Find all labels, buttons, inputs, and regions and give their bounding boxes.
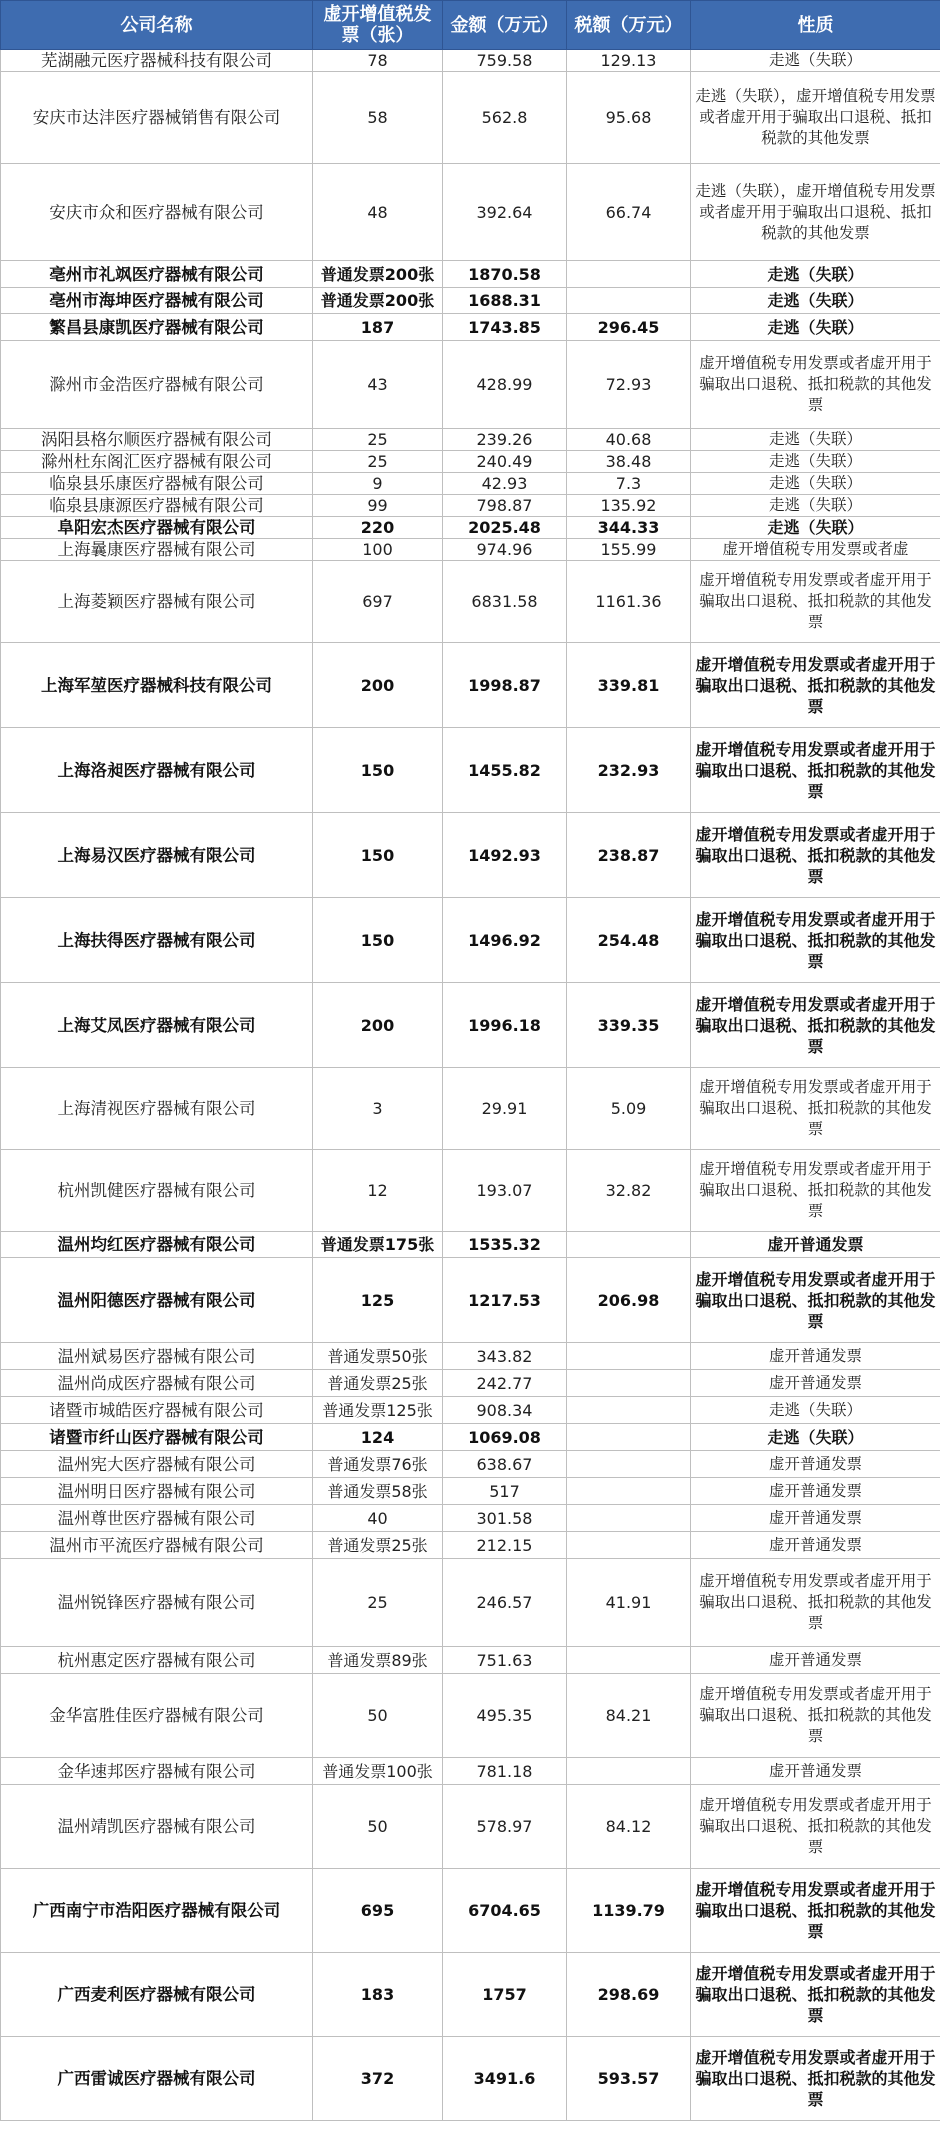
invoices-cell: 25 <box>313 429 443 451</box>
table-row <box>1 2037 940 2121</box>
tax-cell: 72.93 <box>567 341 691 429</box>
amount-cell: 1870.58 <box>443 261 567 288</box>
table-row <box>1 813 940 898</box>
table-row <box>1 473 940 495</box>
amount-cell: 212.15 <box>443 1532 567 1559</box>
tax-cell: 41.91 <box>567 1559 691 1647</box>
nature-cell: 走逃（失联） <box>691 50 940 72</box>
nature-cell: 虚开普通发票 <box>691 1505 940 1532</box>
amount-cell: 301.58 <box>443 1505 567 1532</box>
tax-cell: 129.13 <box>567 50 691 72</box>
table-row <box>1 1505 940 1532</box>
invoices-cell: 124 <box>313 1424 443 1451</box>
nature-cell: 走逃（失联），虚开增值税专用发票或者虚开用于骗取出口退税、抵扣税款的其他发票 <box>691 164 940 261</box>
amount-cell: 193.07 <box>443 1150 567 1232</box>
amount-cell: 1688.31 <box>443 288 567 314</box>
nature-cell: 虚开增值税专用发票或者虚开用于骗取出口退税、抵扣税款的其他发票 <box>691 813 940 898</box>
nature-cell: 走逃（失联），虚开增值税专用发票或者虚开用于骗取出口退税、抵扣税款的其他发票 <box>691 72 940 164</box>
company-cell: 温州斌易医疗器械有限公司 <box>1 1343 313 1370</box>
company-cell: 上海扶得医疗器械有限公司 <box>1 898 313 983</box>
tax-cell: 339.81 <box>567 643 691 728</box>
table-row <box>1 288 940 314</box>
invoices-cell: 150 <box>313 728 443 813</box>
company-cell: 安庆市众和医疗器械有限公司 <box>1 164 313 261</box>
invoices-cell: 200 <box>313 643 443 728</box>
nature-cell: 走逃（失联） <box>691 261 940 288</box>
amount-cell: 6704.65 <box>443 1869 567 1953</box>
tax-cell: 1139.79 <box>567 1869 691 1953</box>
amount-cell: 1217.53 <box>443 1258 567 1343</box>
header-invoices: 虚开增值税发票（张） <box>313 1 443 50</box>
table-row <box>1 1532 940 1559</box>
header-row <box>1 1 940 50</box>
nature-cell: 虚开增值税专用发票或者虚开用于骗取出口退税、抵扣税款的其他发票 <box>691 983 940 1068</box>
tax-cell: 238.87 <box>567 813 691 898</box>
amount-cell: 1996.18 <box>443 983 567 1068</box>
amount-cell: 1069.08 <box>443 1424 567 1451</box>
invoices-cell: 150 <box>313 813 443 898</box>
table-row <box>1 495 940 517</box>
amount-cell: 29.91 <box>443 1068 567 1150</box>
nature-cell: 走逃（失联） <box>691 473 940 495</box>
invoices-cell: 100 <box>313 539 443 561</box>
table-row <box>1 1068 940 1150</box>
invoices-cell: 697 <box>313 561 443 643</box>
company-cell: 金华速邦医疗器械有限公司 <box>1 1758 313 1785</box>
invoices-cell: 50 <box>313 1674 443 1758</box>
tax-cell <box>567 261 691 288</box>
tax-cell: 298.69 <box>567 1953 691 2037</box>
invoices-cell: 12 <box>313 1150 443 1232</box>
invoices-cell: 183 <box>313 1953 443 2037</box>
nature-cell: 虚开增值税专用发票或者虚开用于骗取出口退税、抵扣税款的其他发票 <box>691 1869 940 1953</box>
amount-cell: 1743.85 <box>443 314 567 341</box>
nature-cell: 虚开增值税专用发票或者虚开用于骗取出口退税、抵扣税款的其他发票 <box>691 1068 940 1150</box>
nature-cell: 虚开增值税专用发票或者虚开用于骗取出口退税、抵扣税款的其他发票 <box>691 2037 940 2121</box>
company-cell: 阜阳宏杰医疗器械有限公司 <box>1 517 313 539</box>
tax-cell <box>567 1370 691 1397</box>
tax-cell: 5.09 <box>567 1068 691 1150</box>
table-row <box>1 261 940 288</box>
company-cell: 滁州市金浩医疗器械有限公司 <box>1 341 313 429</box>
nature-cell: 走逃（失联） <box>691 451 940 473</box>
table-row <box>1 983 940 1068</box>
company-cell: 广西麦利医疗器械有限公司 <box>1 1953 313 2037</box>
company-cell: 上海清视医疗器械有限公司 <box>1 1068 313 1150</box>
nature-cell: 虚开增值税专用发票或者虚开用于骗取出口退税、抵扣税款的其他发票 <box>691 1150 940 1232</box>
tax-cell: 206.98 <box>567 1258 691 1343</box>
nature-cell: 虚开普通发票 <box>691 1647 940 1674</box>
table-row <box>1 72 940 164</box>
tax-cell: 38.48 <box>567 451 691 473</box>
invoices-cell: 99 <box>313 495 443 517</box>
company-cell: 温州宪大医疗器械有限公司 <box>1 1451 313 1478</box>
company-cell: 温州锐锋医疗器械有限公司 <box>1 1559 313 1647</box>
amount-cell: 908.34 <box>443 1397 567 1424</box>
tax-cell <box>567 1451 691 1478</box>
amount-cell: 42.93 <box>443 473 567 495</box>
table-row <box>1 1478 940 1505</box>
nature-cell: 虚开增值税专用发票或者虚开用于骗取出口退税、抵扣税款的其他发票 <box>691 1258 940 1343</box>
table-row <box>1 1559 940 1647</box>
table-row <box>1 898 940 983</box>
nature-cell: 虚开增值税专用发票或者虚开用于骗取出口退税、抵扣税款的其他发票 <box>691 728 940 813</box>
company-cell: 杭州惠定医疗器械有限公司 <box>1 1647 313 1674</box>
invoices-cell: 普通发票76张 <box>313 1451 443 1478</box>
tax-cell <box>567 1647 691 1674</box>
nature-cell: 走逃（失联） <box>691 429 940 451</box>
nature-cell: 虚开普通发票 <box>691 1370 940 1397</box>
company-cell: 温州靖凯医疗器械有限公司 <box>1 1785 313 1869</box>
company-cell: 上海易汉医疗器械有限公司 <box>1 813 313 898</box>
tax-cell: 232.93 <box>567 728 691 813</box>
company-cell: 温州明日医疗器械有限公司 <box>1 1478 313 1505</box>
company-cell: 温州阳德医疗器械有限公司 <box>1 1258 313 1343</box>
amount-cell: 3491.6 <box>443 2037 567 2121</box>
table-row <box>1 50 940 72</box>
nature-cell: 虚开增值税专用发票或者虚开用于骗取出口退税、抵扣税款的其他发票 <box>691 1559 940 1647</box>
amount-cell: 428.99 <box>443 341 567 429</box>
invoices-cell: 普通发票100张 <box>313 1758 443 1785</box>
tax-cell: 84.21 <box>567 1674 691 1758</box>
invoices-cell: 40 <box>313 1505 443 1532</box>
company-cell: 诸暨市纤山医疗器械有限公司 <box>1 1424 313 1451</box>
table-row <box>1 429 940 451</box>
company-cell: 杭州凯健医疗器械有限公司 <box>1 1150 313 1232</box>
nature-cell: 虚开普通发票 <box>691 1532 940 1559</box>
table-row <box>1 539 940 561</box>
invoices-cell: 普通发票89张 <box>313 1647 443 1674</box>
amount-cell: 242.77 <box>443 1370 567 1397</box>
nature-cell: 虚开普通发票 <box>691 1451 940 1478</box>
company-cell: 芜湖融元医疗器械科技有限公司 <box>1 50 313 72</box>
company-cell: 亳州市礼飒医疗器械有限公司 <box>1 261 313 288</box>
company-cell: 上海菱颖医疗器械有限公司 <box>1 561 313 643</box>
invoices-cell: 78 <box>313 50 443 72</box>
tax-cell: 66.74 <box>567 164 691 261</box>
header-nature: 性质 <box>691 1 940 50</box>
invoices-cell: 372 <box>313 2037 443 2121</box>
nature-cell: 虚开增值税专用发票或者虚开用于骗取出口退税、抵扣税款的其他发票 <box>691 1953 940 2037</box>
amount-cell: 495.35 <box>443 1674 567 1758</box>
table-row <box>1 164 940 261</box>
invoices-cell: 25 <box>313 1559 443 1647</box>
company-cell: 上海曩康医疗器械有限公司 <box>1 539 313 561</box>
tax-cell: 40.68 <box>567 429 691 451</box>
table-row <box>1 314 940 341</box>
amount-cell: 759.58 <box>443 50 567 72</box>
invoices-cell: 43 <box>313 341 443 429</box>
nature-cell: 走逃（失联） <box>691 495 940 517</box>
table-row <box>1 451 940 473</box>
nature-cell: 走逃（失联） <box>691 1397 940 1424</box>
amount-cell: 2025.48 <box>443 517 567 539</box>
tax-cell: 84.12 <box>567 1785 691 1869</box>
nature-cell: 走逃（失联） <box>691 288 940 314</box>
nature-cell: 虚开增值税专用发票或者虚开用于骗取出口退税、抵扣税款的其他发票 <box>691 1674 940 1758</box>
invoices-cell: 普通发票50张 <box>313 1343 443 1370</box>
nature-cell: 虚开增值税专用发票或者虚开用于骗取出口退税、抵扣税款的其他发票 <box>691 561 940 643</box>
invoices-cell: 普通发票200张 <box>313 288 443 314</box>
nature-cell: 走逃（失联） <box>691 517 940 539</box>
table-row <box>1 1674 940 1758</box>
invoices-cell: 695 <box>313 1869 443 1953</box>
tax-cell: 344.33 <box>567 517 691 539</box>
company-cell: 上海艾凤医疗器械有限公司 <box>1 983 313 1068</box>
invoices-cell: 25 <box>313 451 443 473</box>
tax-cell <box>567 1397 691 1424</box>
tax-cell: 296.45 <box>567 314 691 341</box>
table-row <box>1 1451 940 1478</box>
amount-cell: 517 <box>443 1478 567 1505</box>
table-row <box>1 643 940 728</box>
tax-cell <box>567 1505 691 1532</box>
company-cell: 广西南宁市浩阳医疗器械有限公司 <box>1 1869 313 1953</box>
nature-cell: 虚开增值税专用发票或者虚开用于骗取出口退税、抵扣税款的其他发票 <box>691 898 940 983</box>
invoices-cell: 3 <box>313 1068 443 1150</box>
company-cell: 滁州杜东阁汇医疗器械有限公司 <box>1 451 313 473</box>
amount-cell: 1535.32 <box>443 1232 567 1258</box>
table-row <box>1 1647 940 1674</box>
invoices-cell: 50 <box>313 1785 443 1869</box>
company-cell: 繁昌县康凯医疗器械有限公司 <box>1 314 313 341</box>
invoices-cell: 普通发票200张 <box>313 261 443 288</box>
amount-cell: 798.87 <box>443 495 567 517</box>
amount-cell: 246.57 <box>443 1559 567 1647</box>
company-cell: 安庆市达沣医疗器械销售有限公司 <box>1 72 313 164</box>
invoices-cell: 普通发票25张 <box>313 1370 443 1397</box>
nature-cell: 虚开普通发票 <box>691 1758 940 1785</box>
amount-cell: 562.8 <box>443 72 567 164</box>
company-cell: 温州尚成医疗器械有限公司 <box>1 1370 313 1397</box>
header-tax: 税额（万元） <box>567 1 691 50</box>
tax-cell: 1161.36 <box>567 561 691 643</box>
tax-cell: 155.99 <box>567 539 691 561</box>
invoices-cell: 普通发票58张 <box>313 1478 443 1505</box>
tax-cell: 339.35 <box>567 983 691 1068</box>
amount-cell: 1492.93 <box>443 813 567 898</box>
nature-cell: 虚开增值税专用发票或者虚开用于骗取出口退税、抵扣税款的其他发票 <box>691 643 940 728</box>
table-row <box>1 1343 940 1370</box>
header-company: 公司名称 <box>1 1 313 50</box>
table-row <box>1 1258 940 1343</box>
table-row <box>1 1785 940 1869</box>
tax-cell <box>567 288 691 314</box>
company-cell: 亳州市海坤医疗器械有限公司 <box>1 288 313 314</box>
nature-cell: 走逃（失联） <box>691 314 940 341</box>
amount-cell: 578.97 <box>443 1785 567 1869</box>
table-row <box>1 561 940 643</box>
table-row <box>1 1150 940 1232</box>
amount-cell: 6831.58 <box>443 561 567 643</box>
header-amount: 金额（万元） <box>443 1 567 50</box>
nature-cell: 虚开普通发票 <box>691 1343 940 1370</box>
amount-cell: 1455.82 <box>443 728 567 813</box>
amount-cell: 343.82 <box>443 1343 567 1370</box>
tax-cell <box>567 1478 691 1505</box>
table-row <box>1 1869 940 1953</box>
tax-cell: 95.68 <box>567 72 691 164</box>
amount-cell: 781.18 <box>443 1758 567 1785</box>
tax-cell: 32.82 <box>567 1150 691 1232</box>
amount-cell: 974.96 <box>443 539 567 561</box>
company-cell: 上海洛昶医疗器械有限公司 <box>1 728 313 813</box>
table-row <box>1 1397 940 1424</box>
company-cell: 金华富胜佳医疗器械有限公司 <box>1 1674 313 1758</box>
invoices-cell: 200 <box>313 983 443 1068</box>
tax-cell: 135.92 <box>567 495 691 517</box>
tax-cell <box>567 1232 691 1258</box>
tax-cell <box>567 1343 691 1370</box>
tax-cell: 7.3 <box>567 473 691 495</box>
invoices-cell: 150 <box>313 898 443 983</box>
nature-cell: 虚开增值税专用发票或者虚开用于骗取出口退税、抵扣税款的其他发票 <box>691 341 940 429</box>
table-row <box>1 1424 940 1451</box>
invoices-cell: 普通发票25张 <box>313 1532 443 1559</box>
invoices-cell: 187 <box>313 314 443 341</box>
company-cell: 临泉县乐康医疗器械有限公司 <box>1 473 313 495</box>
table-row <box>1 517 940 539</box>
amount-cell: 638.67 <box>443 1451 567 1478</box>
tax-cell: 593.57 <box>567 2037 691 2121</box>
invoices-cell: 9 <box>313 473 443 495</box>
company-cell: 临泉县康源医疗器械有限公司 <box>1 495 313 517</box>
table-row <box>1 1758 940 1785</box>
invoices-cell: 普通发票125张 <box>313 1397 443 1424</box>
nature-cell: 虚开普通发票 <box>691 1478 940 1505</box>
nature-cell: 虚开增值税专用发票或者虚开用于骗取出口退税、抵扣税款的其他发票 <box>691 1785 940 1869</box>
invoices-cell: 58 <box>313 72 443 164</box>
nature-cell: 虚开增值税专用发票或者虚 <box>691 539 940 561</box>
tax-cell <box>567 1532 691 1559</box>
company-cell: 广西雷诚医疗器械有限公司 <box>1 2037 313 2121</box>
company-cell: 温州市平流医疗器械有限公司 <box>1 1532 313 1559</box>
invoices-cell: 220 <box>313 517 443 539</box>
table-row <box>1 1370 940 1397</box>
invoices-cell: 48 <box>313 164 443 261</box>
company-cell: 诸暨市城皓医疗器械有限公司 <box>1 1397 313 1424</box>
nature-cell: 走逃（失联） <box>691 1424 940 1451</box>
company-cell: 上海军堃医疗器械科技有限公司 <box>1 643 313 728</box>
amount-cell: 1757 <box>443 1953 567 2037</box>
table-row <box>1 1953 940 2037</box>
invoices-cell: 普通发票175张 <box>313 1232 443 1258</box>
amount-cell: 239.26 <box>443 429 567 451</box>
amount-cell: 1998.87 <box>443 643 567 728</box>
amount-cell: 1496.92 <box>443 898 567 983</box>
nature-cell: 虚开普通发票 <box>691 1232 940 1258</box>
amount-cell: 751.63 <box>443 1647 567 1674</box>
invoices-cell: 125 <box>313 1258 443 1343</box>
table-row <box>1 1232 940 1258</box>
company-cell: 涡阳县格尔顺医疗器械有限公司 <box>1 429 313 451</box>
company-cell: 温州均红医疗器械有限公司 <box>1 1232 313 1258</box>
tax-cell <box>567 1424 691 1451</box>
company-cell: 温州尊世医疗器械有限公司 <box>1 1505 313 1532</box>
amount-cell: 240.49 <box>443 451 567 473</box>
table-row <box>1 728 940 813</box>
table-row <box>1 341 940 429</box>
amount-cell: 392.64 <box>443 164 567 261</box>
tax-cell <box>567 1758 691 1785</box>
tax-cell: 254.48 <box>567 898 691 983</box>
